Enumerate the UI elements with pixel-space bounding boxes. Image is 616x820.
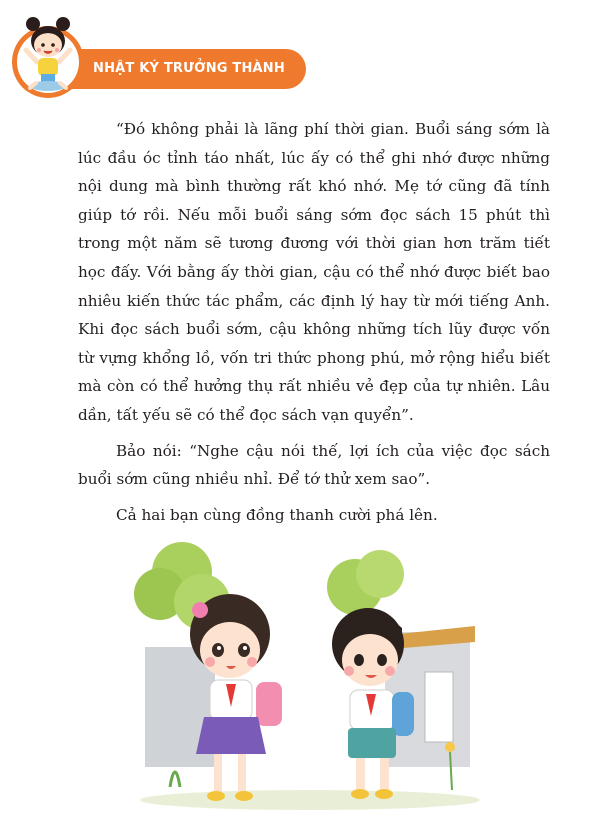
child-mascot-icon xyxy=(8,10,88,102)
paragraph: “Đó không phải là lãng phí thời gian. Buổi sáng sớm là lúc đầu óc tỉnh táo nhất, lúc ấy có thể ghi nhớ được những nội dung mà bình thường rất khó nhớ. Mẹ tớ cũng đã tính giúp tớ rồi. Nếu mỗi buổi sáng sớm đọc sách 15 phút thì trong một năm sẽ tương đương với thời gian hơn trăm tiết học đấy. Với bằng ấy thời gian, cậu có thể nhớ được biết bao nhiêu kiến thức tác phẩm, các định lý hay từ mới tiếng Anh. Khi đọc sách buổi sớm, cậu không những tích lũy được vốn từ vựng khổng lồ, vốn tri thức phong phú, mở rộng hiểu biết mà còn có thể hưởng thụ rất nhiều vẻ đẹp của tự nhiên. Lâu dần, tất yếu sẽ có thể đọc sách vạn quyển”. xyxy=(78,120,550,424)
body-text xyxy=(78,115,550,536)
paragraph: Cả hai bạn cùng đồng thanh cười phá lên. xyxy=(116,505,438,524)
paragraph: Bảo nói: “Nghe cậu nói thế, lợi ích của việc đọc sách buổi sớm cũng nhiều nhỉ. Để tớ thử xem sao”. xyxy=(78,441,550,489)
header-title: NHẬT KÝ TRƯỞNG THÀNH xyxy=(93,61,285,76)
children-illustration xyxy=(130,532,490,814)
